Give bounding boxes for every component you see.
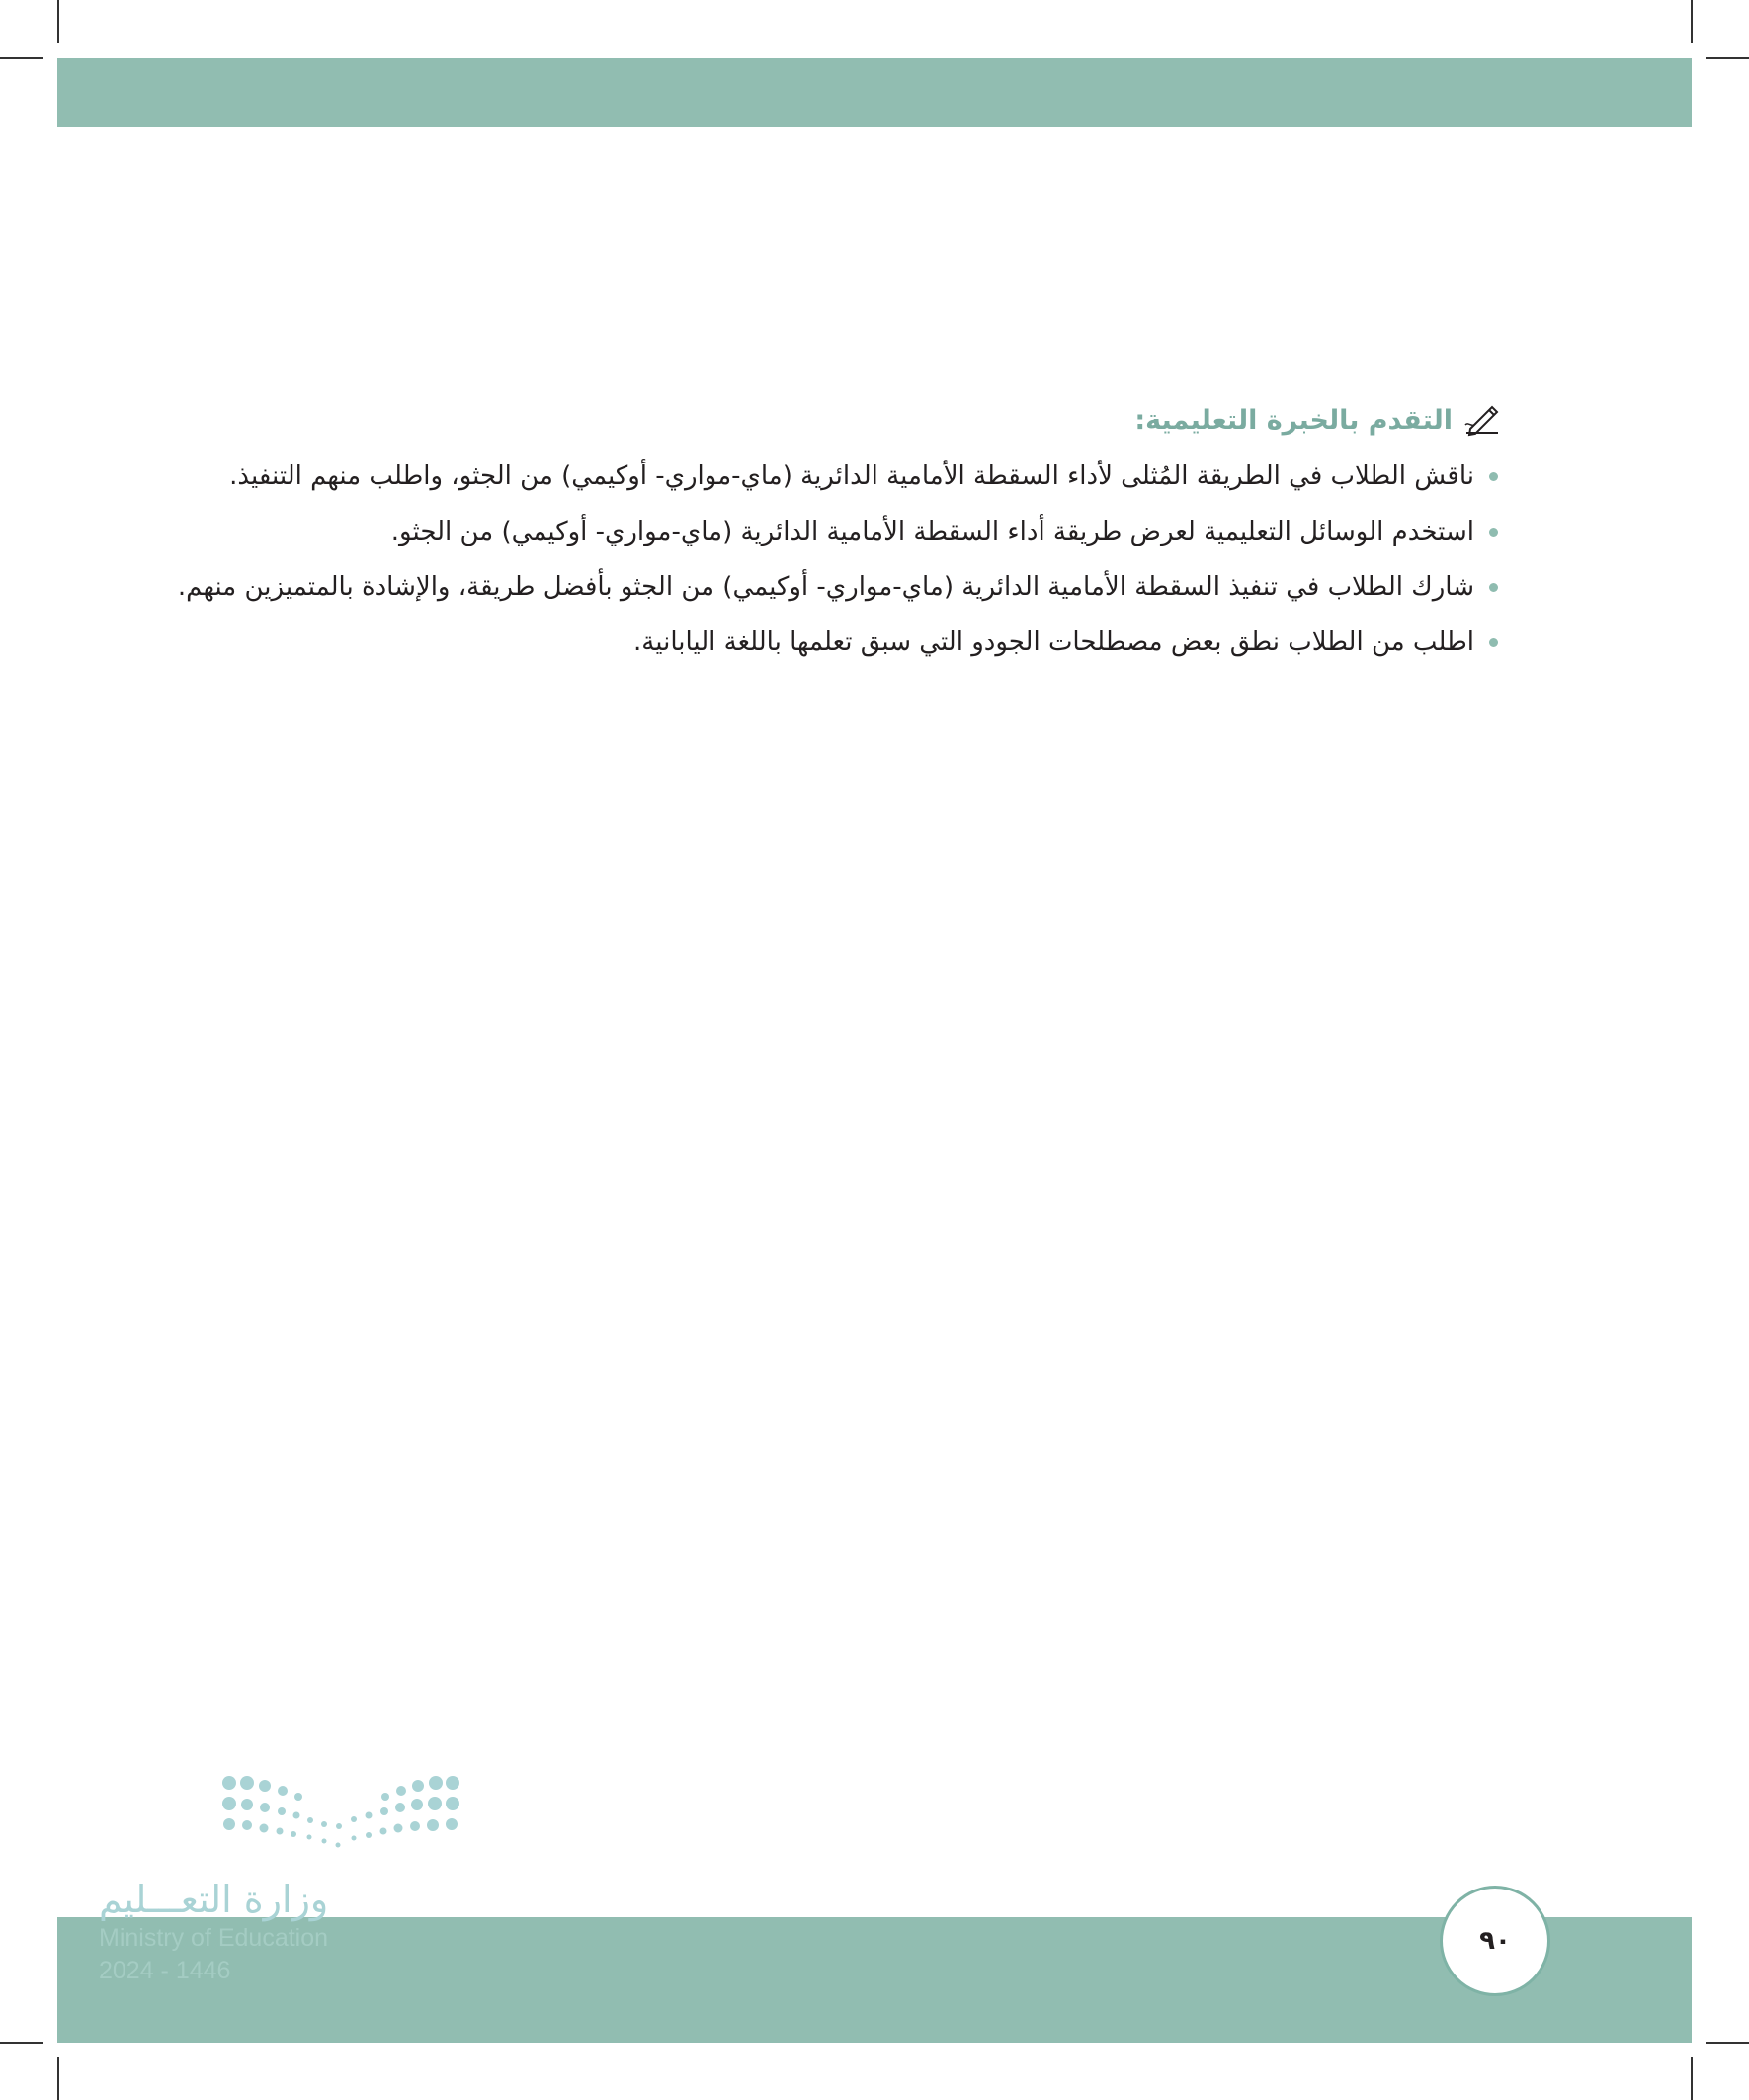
bullet-dot [1489,528,1498,537]
list-item: استخدم الوسائل التعليمية لعرض طريقة أداء السقطة الأمامية الدائرية (ماي-مواري- أوكيمي) من الجثو. [198,504,1502,559]
page-number: ٩٠ [1440,1886,1550,1996]
pencil-writing-icon [1462,403,1502,437]
crop-mark [1706,2042,1749,2044]
crop-mark [1706,57,1749,59]
ministry-name-ar: وزارة التعـــليم [99,1878,329,1921]
crop-mark [1691,2057,1693,2100]
learning-progress-section [177,395,1502,670]
bullet-dot [1489,583,1498,592]
list-item: ناقش الطلاب في الطريقة المُثلى لأداء السقطة الأمامية الدائرية (ماي-مواري- أوكيمي) من الجثو، واطلب منهم التنفيذ. [198,449,1502,504]
bullet-dot [1489,472,1498,481]
bullet-dot [1489,638,1498,647]
crop-mark [0,2042,43,2044]
ministry-dots-icon [99,1769,474,1868]
section-heading [198,395,1502,445]
ministry-name-en: Ministry of Education [99,1924,329,1952]
crop-mark [1691,0,1693,43]
list-item: شارك الطلاب في تنفيذ السقطة الأمامية الدائرية (ماي-مواري- أوكيمي) من الجثو بأفضل طريقة، والإشادة بالمتميزين منهم. [198,559,1502,615]
crop-mark [57,0,59,43]
instruction-list [177,449,1502,670]
ministry-logo [99,1769,474,1996]
crop-mark [57,2057,59,2100]
top-band [57,58,1692,127]
crop-mark [0,57,43,59]
list-item: اطلب من الطلاب نطق بعض مصطلحات الجودو التي سبق تعلمها باللغة اليابانية. [198,615,1502,670]
section-heading-text: التقدم بالخبرة التعليمية: [1134,404,1453,436]
edition-year: 2024 - 1446 [99,1957,231,1984]
